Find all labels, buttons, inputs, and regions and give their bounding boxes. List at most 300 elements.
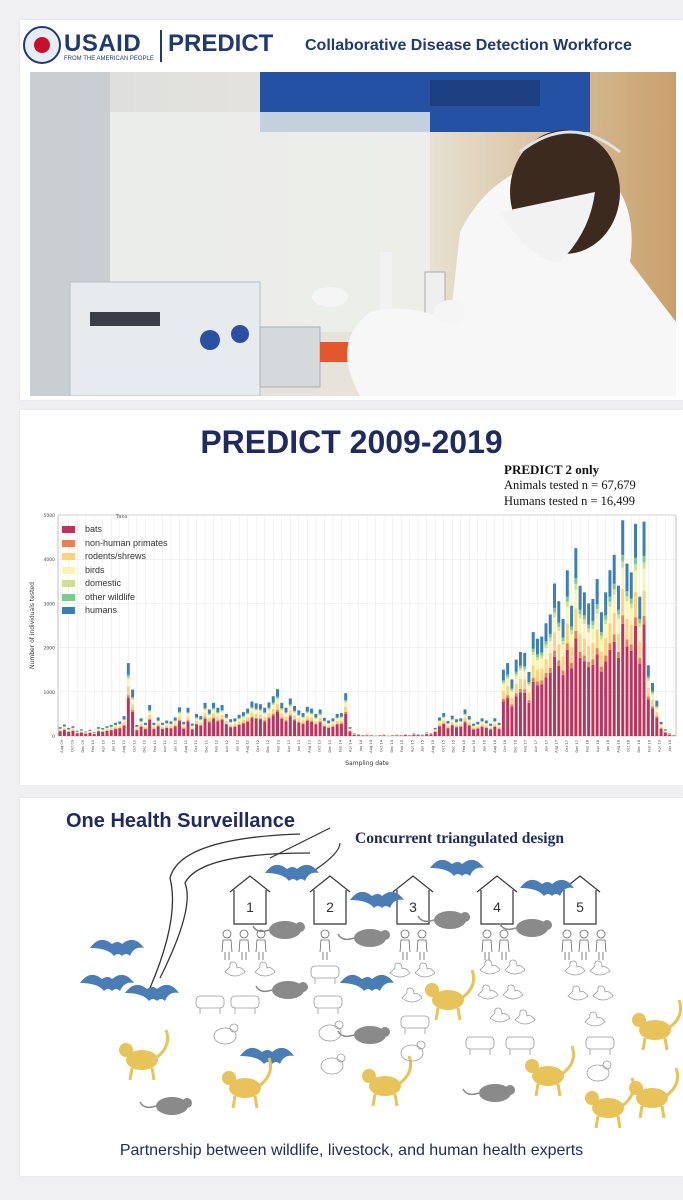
bar-segment-rodents-shrews [459, 724, 462, 726]
bar-segment-humans [515, 660, 518, 672]
bar-segment-humans [131, 690, 134, 697]
y-tick-label: 1000 [43, 690, 55, 696]
bar-segment-non-human-primates [174, 726, 177, 727]
bar-segment-other-wildlife [579, 610, 582, 615]
person-icon [320, 930, 330, 960]
bar-segment-rodents-shrews [446, 726, 449, 728]
bar-segment-rodents-shrews [178, 716, 181, 719]
bar-segment-non-human-primates [625, 639, 628, 646]
bar-segment-non-human-primates [591, 659, 594, 664]
bar-segment-birds [596, 614, 599, 630]
x-tick-label: Jun 12 [235, 740, 240, 752]
legend-label: bats [85, 524, 103, 534]
bar-segment-non-human-primates [596, 648, 599, 654]
bar-segment-bats [114, 729, 117, 736]
bar-segment-humans [519, 652, 522, 665]
bar-segment-rodents-shrews [212, 713, 215, 717]
bar-segment-other-wildlife [216, 712, 219, 713]
bar-segment-birds [242, 717, 245, 719]
bar-segment-humans [638, 597, 641, 619]
x-tick-label: Apr 14 [348, 740, 353, 752]
bar-segment-humans [123, 716, 126, 719]
person-head [223, 930, 231, 938]
chicken-icon [587, 1061, 611, 1081]
x-tick-label: Feb 11 [152, 740, 157, 753]
bar-segment-humans [438, 717, 441, 720]
bar-segment-rodents-shrews [302, 720, 305, 723]
bar-segment-humans [468, 716, 471, 719]
bar-segment-domestic [302, 717, 305, 718]
bar-segment-rodents-shrews [289, 710, 292, 715]
x-tick-label: Apr 19 [657, 740, 662, 752]
bar-segment-birds [314, 719, 317, 721]
bar-segment-other-wildlife [587, 625, 590, 629]
x-tick-label: Apr 18 [595, 740, 600, 752]
bar-segment-non-human-primates [340, 723, 343, 724]
cattle-icon [401, 1016, 429, 1034]
rodent-head [542, 920, 552, 930]
bar-segment-birds [617, 619, 620, 634]
bar-segment-rodents-shrews [540, 668, 543, 680]
bar-segment-bats [267, 719, 270, 736]
bar-segment-birds [127, 679, 130, 686]
bar-segment-non-human-primates [655, 716, 658, 717]
bar-segment-bats [84, 734, 87, 736]
bar-segment-rodents-shrews [233, 724, 236, 726]
legend-item [62, 551, 146, 562]
pig-body [314, 996, 342, 1008]
bar-segment-other-wildlife [566, 597, 569, 602]
x-tick-label: Aug 11 [183, 740, 188, 753]
bar-segment-humans [596, 579, 599, 604]
bar-segment-non-human-primates [140, 726, 143, 727]
bar-segment-bats [353, 735, 356, 736]
bar-segment-rodents-shrews [297, 719, 300, 722]
bar-segment-other-wildlife [229, 722, 232, 723]
person-body [400, 940, 410, 960]
legend-swatch [62, 540, 75, 547]
bar-segment-rodents-shrews [464, 718, 467, 721]
bar-segment-humans [178, 707, 181, 712]
bar-segment-other-wildlife [519, 665, 522, 668]
bar-segment-humans [255, 703, 258, 708]
person-body [562, 940, 572, 960]
bar-segment-domestic [319, 715, 322, 716]
rodent-tail [463, 1089, 479, 1094]
bar-segment-bats [97, 731, 100, 736]
bar-segment-other-wildlife [148, 710, 151, 711]
bar-segment-humans [84, 732, 87, 733]
legend-label: other wildlife [85, 591, 136, 602]
monkey-head [119, 1043, 133, 1057]
bar-segment-other-wildlife [481, 721, 484, 722]
bar-segment-humans [93, 732, 96, 733]
bar-segment-humans [621, 520, 624, 555]
x-tick-label: Dec 12 [266, 740, 271, 753]
bar-segment-bats [272, 715, 275, 736]
bar-segment-domestic [455, 722, 458, 723]
bar-segment-rodents-shrews [76, 732, 79, 733]
bar-segment-other-wildlife [455, 722, 458, 723]
duck-icon [568, 986, 588, 1000]
bar-segment-domestic [148, 711, 151, 712]
bar-segment-humans [110, 725, 113, 727]
bar-segment-other-wildlife [638, 619, 641, 623]
bar-segment-humans [664, 729, 667, 730]
person-icon [596, 930, 606, 960]
bar-segment-non-human-primates [446, 728, 449, 729]
bar-segment-bats [229, 727, 232, 736]
bar-segment-humans [310, 709, 313, 713]
bar-segment-rodents-shrews [608, 623, 611, 643]
bar-segment-domestic [174, 721, 177, 722]
bar-segment-bats [71, 731, 74, 736]
x-tick-label: Jun 11 [173, 740, 178, 752]
usaid-logo-text: USAID [64, 30, 142, 57]
bar-segment-birds [221, 712, 224, 715]
bar-segment-humans [127, 663, 130, 675]
monkey-head [585, 1091, 599, 1105]
monkey-tail [666, 1068, 678, 1096]
bar-segment-birds [442, 718, 445, 720]
bar-segment-domestic [238, 719, 241, 720]
bar-segment-non-human-primates [182, 728, 185, 729]
bar-segment-bats [634, 626, 637, 736]
bat-icon [125, 985, 179, 1001]
x-tick-label: Feb 17 [523, 740, 528, 753]
chicken-body [214, 1028, 236, 1044]
bar-segment-rodents-shrews [161, 727, 164, 729]
rodent-icon [463, 1084, 515, 1102]
duck-shape [480, 960, 500, 974]
legend-swatch [62, 594, 75, 601]
person-icon [222, 930, 232, 960]
bar-segment-domestic [242, 717, 245, 718]
bar-segment-rodents-shrews [187, 717, 190, 720]
duck-icon [415, 963, 435, 977]
bar-segment-rodents-shrews [327, 725, 330, 727]
bar-segment-bats [178, 721, 181, 736]
bar-segment-humans [67, 728, 70, 729]
bar-segment-domestic [481, 722, 484, 723]
bar-segment-domestic [297, 715, 300, 716]
duck-icon [402, 988, 422, 1002]
bar-segment-rodents-shrews [238, 722, 241, 725]
bat-shape [265, 865, 319, 881]
duck-shape [590, 961, 610, 975]
bar-segment-non-human-primates [148, 719, 151, 720]
bar-segment-domestic [267, 709, 270, 710]
bar-segment-humans [276, 689, 279, 696]
bar-segment-bats [216, 721, 219, 736]
bar-segment-domestic [532, 652, 535, 655]
bar-segment-bats [93, 734, 96, 736]
bar-segment-humans [221, 705, 224, 710]
bar-segment-domestic [208, 715, 211, 716]
bar-segment-non-human-primates [557, 661, 560, 666]
bar-segment-birds [233, 722, 236, 724]
pig-body [196, 996, 224, 1008]
bar-segment-humans [579, 586, 582, 610]
bar-segment-non-human-primates [238, 724, 241, 725]
bar-segment-other-wildlife [596, 604, 599, 609]
bar-segment-humans [250, 702, 253, 708]
legend-swatch [62, 553, 75, 560]
bar-segment-other-wildlife [314, 717, 317, 718]
x-tick-label: Jun 19 [667, 740, 672, 752]
bar-segment-birds [225, 719, 228, 721]
bar-segment-bats [88, 733, 91, 736]
bar-segment-birds [498, 726, 501, 727]
bat-icon [265, 865, 319, 881]
rodent-head [295, 922, 305, 932]
bar-segment-non-human-primates [306, 720, 309, 721]
bar-segment-domestic [527, 684, 530, 686]
bar-segment-other-wildlife [464, 714, 467, 715]
bar-segment-birds [208, 715, 211, 718]
x-tick-label: Feb 12 [214, 740, 219, 753]
bar-segment-rodents-shrews [67, 731, 70, 732]
bar-segment-domestic [344, 701, 347, 702]
bar-segment-rodents-shrews [344, 707, 347, 712]
bar-segment-birds [566, 607, 569, 624]
bar-segment-rodents-shrews [331, 724, 334, 726]
person-icon [482, 930, 492, 960]
bar-segment-other-wildlife [336, 717, 339, 718]
bar-segment-birds [267, 710, 270, 713]
bar-segment-other-wildlife [570, 626, 573, 630]
bar-segment-other-wildlife [553, 608, 556, 613]
legend-swatch [62, 567, 75, 574]
bar-segment-other-wildlife [625, 591, 628, 596]
bar-segment-non-human-primates [570, 663, 573, 668]
bar-segment-other-wildlife [540, 652, 543, 655]
bar-segment-bats [566, 650, 569, 736]
x-tick-label: Aug 12 [245, 740, 250, 753]
legend-item [62, 605, 117, 616]
chicken-head [230, 1024, 238, 1032]
bar-segment-rodents-shrews [587, 646, 590, 662]
chicken-head [335, 1021, 343, 1029]
bar-segment-humans [481, 718, 484, 721]
bar-segment-domestic [131, 698, 134, 699]
bar-segment-humans [199, 716, 202, 719]
bar-segment-birds [604, 624, 607, 638]
bar-segment-rodents-shrews [442, 720, 445, 723]
rodent-head [182, 1098, 192, 1108]
bar-segment-humans [302, 713, 305, 717]
bar-segment-domestic [540, 655, 543, 658]
bar-segment-rodents-shrews [647, 688, 650, 696]
bar-segment-rodents-shrews [131, 704, 134, 710]
bar-segment-non-human-primates [114, 729, 117, 730]
bar-segment-rodents-shrews [604, 638, 607, 655]
bar-segment-birds [664, 731, 667, 732]
bar-segment-other-wildlife [643, 556, 646, 562]
bar-segment-bats [199, 726, 202, 736]
bar-segment-domestic [310, 714, 313, 715]
monkey-icon [525, 1046, 574, 1096]
x-tick-label: Dec 09 [80, 740, 85, 753]
bar-segment-domestic [613, 589, 616, 594]
bar-segment-birds [165, 724, 168, 726]
bar-segment-rodents-shrews [216, 717, 219, 720]
bar-segment-bats [570, 668, 573, 736]
bar-segment-bats [76, 733, 79, 736]
duck-icon [505, 960, 525, 974]
bar-segment-humans [267, 702, 270, 707]
bar-segment-humans [604, 592, 607, 615]
bar-segment-humans [88, 730, 91, 731]
bar-segment-bats [587, 667, 590, 736]
bar-segment-non-human-primates [336, 724, 339, 725]
bar-segment-bats [187, 721, 190, 736]
bar-segment-birds [169, 725, 172, 726]
bar-segment-non-human-primates [293, 719, 296, 720]
bar-segment-birds [557, 631, 560, 644]
bar-segment-birds [280, 710, 283, 713]
bar-segment-other-wildlife [323, 721, 326, 722]
bar-segment-bats [140, 727, 143, 736]
bar-segment-non-human-primates [229, 727, 232, 728]
pig-icon [586, 1037, 614, 1055]
bar-segment-bats [455, 727, 458, 736]
bar-segment-humans [97, 727, 100, 728]
bar-segment-non-human-primates [562, 670, 565, 675]
bar-segment-other-wildlife [459, 721, 462, 722]
monkey-icon [425, 970, 474, 1020]
bar-segment-other-wildlife [438, 720, 441, 721]
bar-segment-non-human-primates [323, 726, 326, 727]
y-tick-label: 3000 [43, 602, 55, 608]
rodent-tail [500, 924, 516, 929]
bar-segment-bats [110, 730, 113, 736]
bar-segment-rodents-shrews [557, 644, 560, 660]
y-tick-label: 5000 [43, 514, 55, 519]
bar-segment-rodents-shrews [123, 722, 126, 724]
bar-segment-bats [208, 722, 211, 736]
monkey-head [629, 1081, 643, 1095]
bar-segment-bats [536, 685, 539, 736]
person-icon [579, 930, 589, 960]
bar-segment-bats [519, 692, 522, 736]
bar-segment-domestic [195, 718, 198, 719]
bat-shape [430, 860, 484, 876]
bar-segment-bats [451, 725, 454, 736]
bar-segment-birds [144, 726, 147, 727]
bar-segment-domestic [579, 614, 582, 619]
bar-segment-humans [314, 714, 317, 718]
bar-segment-bats [404, 735, 407, 736]
partnership-caption: Partnership between wildlife, livestock, and human health experts [119, 1142, 584, 1159]
bar-segment-bats [280, 719, 283, 736]
bar-segment-rodents-shrews [144, 727, 147, 729]
bar-segment-humans [238, 715, 241, 718]
bar-segment-rodents-shrews [506, 686, 509, 695]
bar-segment-domestic [323, 721, 326, 722]
bar-segment-other-wildlife [280, 708, 283, 709]
bar-segment-bats [464, 722, 467, 736]
bar-segment-birds [583, 624, 586, 638]
bar-segment-rodents-shrews [246, 717, 249, 720]
bar-segment-non-human-primates [442, 723, 445, 724]
bar-segment-rodents-shrews [314, 721, 317, 724]
bar-segment-birds [259, 711, 262, 714]
bar-segment-birds [152, 726, 155, 727]
bar-segment-bats [498, 729, 501, 736]
bar-segment-birds [468, 720, 471, 722]
bar-segment-domestic [510, 690, 513, 692]
person-icon [256, 930, 266, 960]
legend-label: domestic [85, 578, 122, 588]
bar-segment-domestic [655, 707, 658, 708]
x-tick-label: Oct 16 [503, 740, 508, 752]
bar-segment-humans [643, 522, 646, 556]
x-tick-label: Oct 13 [317, 740, 322, 752]
bar-segment-domestic [140, 722, 143, 723]
usaid-tagline: FROM THE AMERICAN PEOPLE [64, 56, 154, 62]
bar-segment-rodents-shrews [455, 725, 458, 727]
bar-segment-other-wildlife [208, 714, 211, 715]
bar-segment-non-human-primates [195, 724, 198, 725]
bar-segment-bats [344, 714, 347, 736]
bar-segment-rodents-shrews [532, 665, 535, 677]
bar-segment-other-wildlife [250, 707, 253, 708]
bar-segment-domestic [604, 620, 607, 624]
x-tick-label: Apr 17 [533, 740, 538, 752]
bar-segment-non-human-primates [651, 706, 654, 708]
person-icon [562, 930, 572, 960]
bar-segment-other-wildlife [651, 691, 654, 693]
person-body [482, 940, 492, 960]
bar-segment-rodents-shrews [485, 725, 488, 727]
bat-icon [520, 880, 574, 896]
bar-segment-non-human-primates [510, 704, 513, 706]
bar-segment-humans [472, 724, 475, 726]
bar-segment-bats [348, 731, 351, 736]
bar-segment-rodents-shrews [468, 722, 471, 724]
bar-segment-bats [289, 716, 292, 736]
bar-segment-bats [621, 624, 624, 736]
legend-label: rodents/shrews [85, 551, 147, 561]
bar-segment-bats [212, 719, 215, 736]
bar-segment-rodents-shrews [101, 731, 104, 732]
bar-segment-rodents-shrews [664, 731, 667, 732]
person-body [320, 940, 330, 960]
bar-segment-birds [59, 729, 62, 730]
bar-segment-bats [625, 646, 628, 736]
bat-icon [80, 975, 134, 991]
bar-segment-rodents-shrews [323, 724, 326, 726]
bar-segment-rodents-shrews [195, 721, 198, 724]
bar-segment-non-human-primates [587, 662, 590, 667]
bar-segment-non-human-primates [123, 725, 126, 726]
rodent-icon [338, 1026, 390, 1044]
bar-segment-bats [225, 725, 228, 736]
bar-segment-bats [250, 718, 253, 736]
x-tick-label: Feb 10 [91, 740, 96, 753]
bar-segment-other-wildlife [289, 704, 292, 705]
bar-segment-humans [272, 696, 275, 702]
bar-segment-other-wildlife [276, 697, 279, 698]
bar-segment-domestic [442, 717, 445, 718]
bar-segment-rodents-shrews [152, 727, 155, 729]
predict2-heading: PREDICT 2 only [504, 462, 600, 477]
bar-segment-domestic [459, 722, 462, 723]
bar-segment-domestic [621, 561, 624, 567]
bar-segment-rodents-shrews [340, 720, 343, 723]
bar-segment-domestic [553, 612, 556, 617]
